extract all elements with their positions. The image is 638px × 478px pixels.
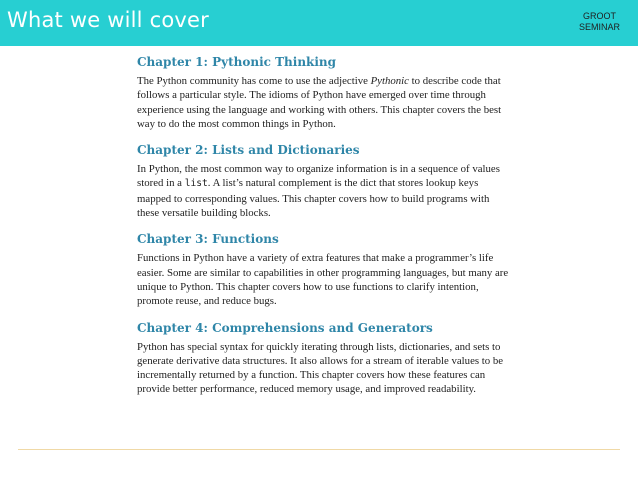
groot-seminar-logo bbox=[579, 11, 620, 33]
chapter-2-body bbox=[137, 162, 509, 220]
logo-line-1: GROOT bbox=[582, 11, 616, 21]
chapter-3 bbox=[137, 232, 509, 308]
chapter-4 bbox=[137, 321, 509, 397]
chapter-3-body: Functions in Python have a variety of extra features that make a programmer’s life easier. Some are similar to capabilities in other programming languages, but many are unique to Python. This chapter covers how to use functions to clarify intention, promote reuse, and reduce bugs. bbox=[137, 252, 509, 308]
chapter-1 bbox=[137, 55, 509, 131]
logo-line-2: SEMINAR bbox=[578, 22, 620, 32]
chapter-2-body-text-2: . A list’s natural complement is the dict that stores lookup keys mapped to corresponding values. This chapter covers how to build programs with these versatile building blocks. bbox=[137, 177, 490, 220]
chapter-1-emphasis: Pythonic bbox=[370, 75, 409, 87]
chapter-2 bbox=[137, 143, 509, 220]
chapter-2-code: list bbox=[184, 178, 208, 190]
footer-divider bbox=[18, 449, 620, 450]
chapter-list bbox=[137, 55, 509, 409]
chapter-1-heading: Chapter 1: Pythonic Thinking bbox=[137, 55, 337, 69]
chapter-4-heading: Chapter 4: Comprehensions and Generators bbox=[137, 320, 433, 335]
chapter-1-body bbox=[137, 74, 509, 131]
chapter-2-heading: Chapter 2: Lists and Dictionaries bbox=[137, 143, 360, 158]
slide-header bbox=[0, 0, 638, 46]
chapter-4-body: Python has special syntax for quickly iterating through lists, dictionaries, and sets to generate derivative data structures. It also allows for a stream of iterable values to be incrementally returned by a function. This chapter covers how these features can provide better performance, reduced memory usage, and improved readability. bbox=[137, 340, 504, 396]
chapter-1-body-text-2: to describe code that follows a particular style. The idioms of Python have emerged over time through experience using the language and working with others. This chapter covers the best way to do the most common things in Python. bbox=[137, 75, 502, 130]
chapter-1-body-text: The Python community has come to use the adjective bbox=[137, 75, 371, 87]
chapter-2-body-text: In Python, the most common way to organize information is in a sequence of values stored in a bbox=[137, 163, 500, 190]
slide-title: What we will cover bbox=[7, 8, 209, 32]
chapter-3-heading: Chapter 3: Functions bbox=[137, 232, 279, 247]
